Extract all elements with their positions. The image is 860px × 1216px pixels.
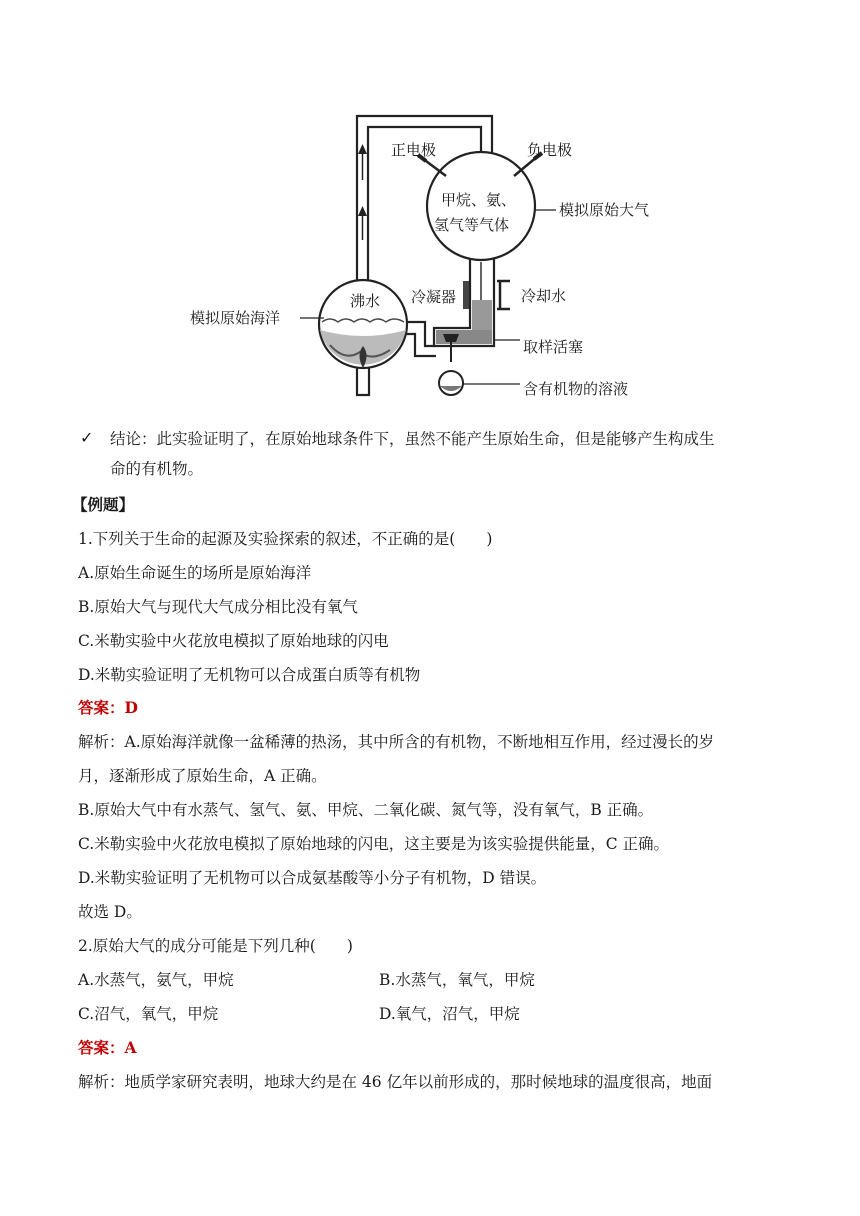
- q1-analysis-5: D.米勒实验证明了无机物可以合成氨基酸等小分子有机物，D 错误。: [78, 869, 547, 887]
- conclusion-line-1: 结论：此实验证明了，在原始地球条件下，虽然不能产生原始生命，但是能够产生构成生: [110, 430, 715, 448]
- q1-analysis-6: 故选 D。: [78, 903, 142, 921]
- q1-option-a: A.原始生命诞生的场所是原始海洋: [78, 564, 312, 582]
- gases-label-line2: 氢气等气体: [434, 216, 510, 234]
- q2-analysis: 解析：地质学家研究表明，地球大约是在 46 亿年以前形成的，那时候地球的温度很高，地面: [78, 1073, 713, 1091]
- sim-atmosphere-label: 模拟原始大气: [559, 201, 650, 219]
- miller-experiment-diagram: [0, 0, 860, 420]
- positive-electrode-label: 正电极: [391, 141, 437, 159]
- q2-option-d: D.氧气，沼气，甲烷: [379, 1005, 520, 1023]
- organic-solution-label: 含有机物的溶液: [523, 380, 629, 398]
- negative-electrode-label: 负电极: [527, 141, 573, 159]
- boiling-water-label: 沸水: [350, 292, 381, 310]
- q2-option-c: C.沼气，氧气，甲烷: [78, 1005, 219, 1023]
- q1-answer: 答案：D: [78, 698, 138, 717]
- q1-analysis-3: B.原始大气中有水蒸气、氢气、氨、甲烷、二氧化碳、氮气等，没有氧气，B 正确。: [78, 801, 654, 819]
- section-title: 【例题】: [72, 495, 135, 514]
- q1-option-c: C.米勒实验中火花放电模拟了原始地球的闪电: [78, 632, 389, 650]
- condenser-icon: [463, 281, 469, 309]
- q1-option-b: B.原始大气与现代大气成分相比没有氧气: [78, 598, 358, 616]
- flow-arrow-icon: [358, 144, 367, 240]
- q1-analysis-1: 解析：A.原始海洋就像一盆稀薄的热汤，其中所含的有机物，不断地相互作用，经过漫长的岁: [78, 733, 715, 751]
- q2-option-b: B.水蒸气，氧气，甲烷: [379, 971, 535, 989]
- conclusion-line-2: 命的有机物。: [110, 460, 204, 478]
- cooling-water-label: 冷却水: [521, 287, 567, 305]
- sampling-stopcock-label: 取样活塞: [523, 338, 584, 356]
- gases-label-line1: 甲烷、氨、: [441, 191, 517, 209]
- collection-flask: [439, 371, 463, 395]
- q1-option-d: D.米勒实验证明了无机物可以合成蛋白质等有机物: [78, 666, 421, 684]
- q2-answer: 答案：A: [78, 1038, 137, 1057]
- q1-analysis-4: C.米勒实验中火花放电模拟了原始地球的闪电，这主要是为该实验提供能量，C 正确。: [78, 835, 670, 853]
- q1-stem: 1.下列关于生命的起源及实验探索的叙述，不正确的是( ): [78, 530, 493, 548]
- q2-option-a: A.水蒸气，氨气，甲烷: [78, 971, 234, 989]
- burner-icon: [357, 368, 369, 395]
- q2-stem: 2.原始大气的成分可能是下列几种( ): [78, 937, 353, 955]
- condenser-label: 冷凝器: [411, 288, 457, 306]
- q1-analysis-2: 月，逐渐形成了原始生命，A 正确。: [78, 767, 327, 785]
- check-icon: ✓: [80, 428, 94, 447]
- sim-ocean-label: 模拟原始海洋: [190, 309, 281, 327]
